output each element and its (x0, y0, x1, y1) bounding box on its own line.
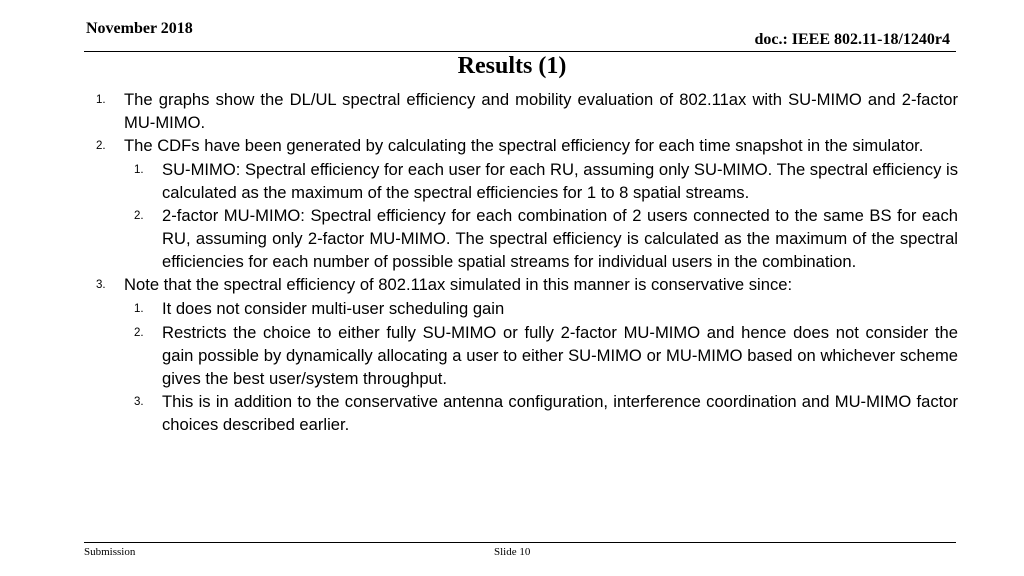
list-item-number: 2. (96, 140, 106, 152)
sub-item-text: It does not consider multi-user scheduling gain (162, 299, 505, 318)
sub-item-number: 2. (134, 327, 144, 339)
sub-item-3-3 (96, 390, 958, 436)
sub-item-text: This is in addition to the conservative antenna configuration, interference coordination and MU-MIMO factor choices described earlier. (162, 392, 958, 434)
sub-item-text: 2-factor MU-MIMO: Spectral efficiency for each combination of 2 users connected to the same BS for each RU, assuming only 2-factor MU-MIMO. The spectral efficiency is calculated as the maximum of the spectral efficiencies for each number of possible spatial streams for individual users in the combination. (162, 206, 958, 271)
sub-item-number: 1. (134, 164, 144, 176)
sub-item-number: 2. (134, 210, 144, 222)
list-item-text: The CDFs have been generated by calculating the spectral efficiency for each time snapshot in the simulator. (124, 136, 924, 155)
header-date: November 2018 (86, 20, 193, 37)
list-item-2 (96, 134, 958, 158)
sub-item-3-1 (96, 297, 958, 321)
sub-item-3-2 (96, 321, 958, 390)
sub-item-2-2 (96, 204, 958, 273)
list-item-1 (96, 88, 958, 134)
footer-submission: Submission (84, 546, 136, 558)
list-item-number: 1. (96, 94, 106, 106)
list-item-text: The graphs show the DL/UL spectral efficiency and mobility evaluation of 802.11ax with SU-MIMO and 2-factor MU-MIMO. (124, 90, 958, 132)
list-item-number: 3. (96, 279, 106, 291)
sub-item-text: SU-MIMO: Spectral efficiency for each user for each RU, assuming only SU-MIMO. The spectral efficiency is calculated as the maximum of the spectral efficiencies for 1 to 8 spatial streams. (162, 160, 958, 202)
slide-title: Results (1) (457, 53, 567, 79)
list-item-3 (96, 273, 958, 297)
footer-slide-number: Slide 10 (494, 546, 531, 558)
sub-item-number: 1. (134, 303, 144, 315)
sub-item-text: Restricts the choice to either fully SU-MIMO or fully 2-factor MU-MIMO and hence does not consider the gain possible by dynamically allocating a user to either SU-MIMO or MU-MIMO based on whichever scheme gives the best user/system throughput. (162, 323, 958, 388)
header-doc-id: doc.: IEEE 802.11-18/1240r4 (754, 31, 950, 48)
sub-item-2-1 (96, 158, 958, 204)
footer-divider (84, 542, 956, 543)
list-item-text: Note that the spectral efficiency of 802.11ax simulated in this manner is conservative since: (124, 275, 793, 294)
sub-item-number: 3. (134, 396, 144, 408)
results-list (96, 88, 958, 436)
